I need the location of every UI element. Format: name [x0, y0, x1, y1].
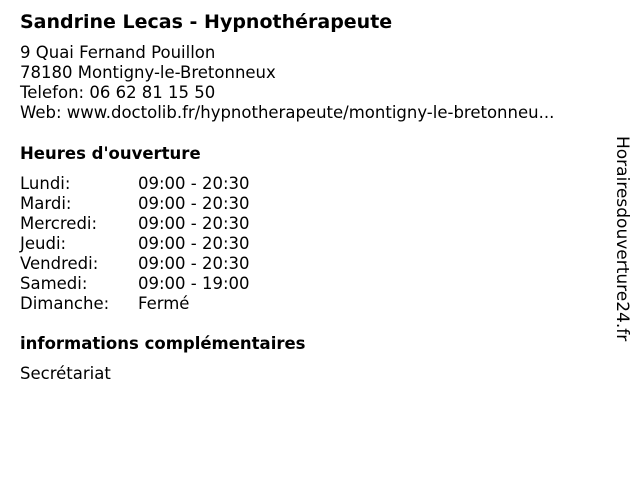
- hours-row-tuesday: [20, 194, 250, 214]
- day-label: Samedi:: [20, 274, 88, 293]
- additional-info-heading: informations complémentaires: [20, 334, 306, 353]
- day-hours: 09:00 - 20:30: [138, 194, 250, 213]
- day-hours: 09:00 - 20:30: [138, 174, 250, 193]
- day-hours: Fermé: [138, 294, 190, 313]
- hours-row-wednesday: [20, 214, 250, 234]
- day-hours: 09:00 - 20:30: [138, 214, 250, 233]
- hours-row-monday: [20, 174, 250, 194]
- additional-info-text: Secrétariat: [20, 364, 111, 383]
- site-watermark: Horairesdouverture24.fr: [612, 136, 632, 342]
- day-label: Dimanche:: [20, 294, 110, 313]
- day-hours: 09:00 - 20:30: [138, 234, 250, 253]
- day-hours: 09:00 - 20:30: [138, 254, 250, 273]
- hours-row-sunday: [20, 294, 250, 314]
- day-label: Jeudi:: [20, 234, 67, 253]
- address-city: 78180 Montigny-le-Bretonneux: [20, 63, 276, 82]
- day-hours: 09:00 - 19:00: [138, 274, 250, 293]
- hours-row-saturday: [20, 274, 250, 294]
- opening-hours-heading: Heures d'ouverture: [20, 144, 201, 163]
- hours-row-friday: [20, 254, 250, 274]
- day-label: Mercredi:: [20, 214, 98, 233]
- hours-row-thursday: [20, 234, 250, 254]
- opening-hours-table: [20, 174, 250, 314]
- phone-number: Telefon: 06 62 81 15 50: [20, 83, 216, 102]
- business-title: Sandrine Lecas - Hypnothérapeute: [20, 11, 393, 33]
- contact-info: [20, 43, 554, 123]
- day-label: Vendredi:: [20, 254, 99, 273]
- address-street: 9 Quai Fernand Pouillon: [20, 43, 216, 62]
- day-label: Lundi:: [20, 174, 71, 193]
- day-label: Mardi:: [20, 194, 72, 213]
- website-link[interactable]: Web: www.doctolib.fr/hypnotherapeute/montigny-le-bretonneu...: [20, 103, 555, 122]
